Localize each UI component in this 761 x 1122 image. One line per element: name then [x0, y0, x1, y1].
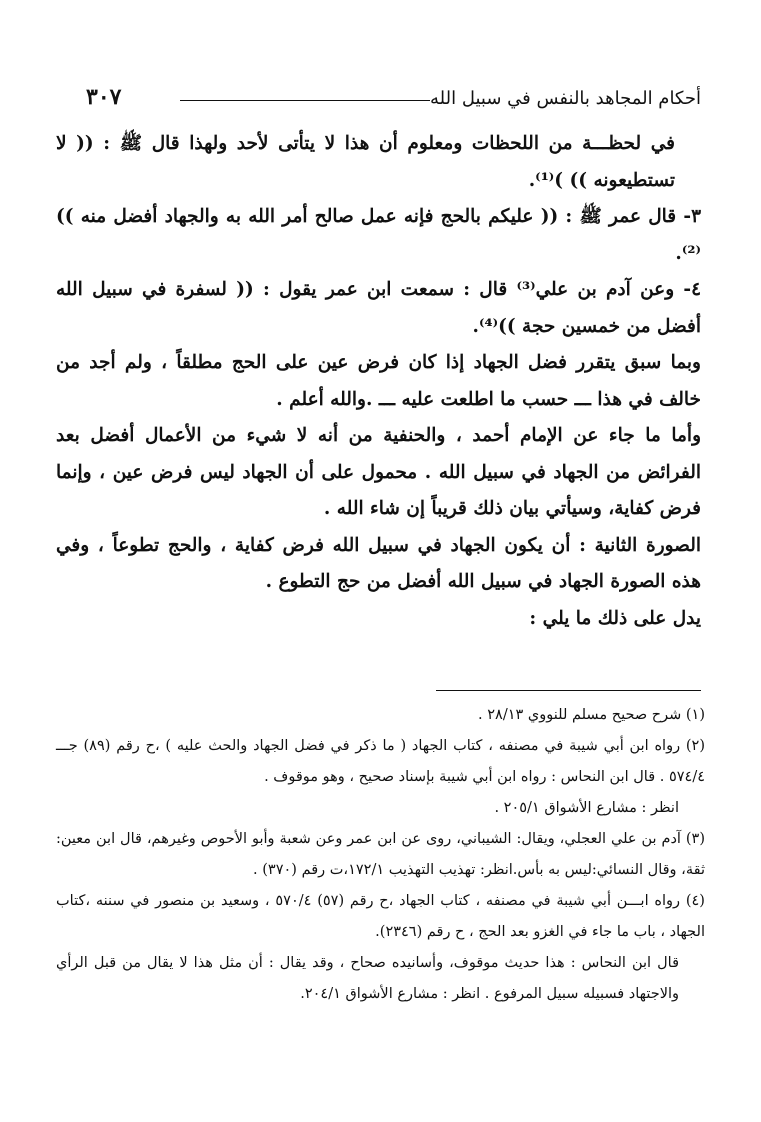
footnotes [56, 700, 705, 1010]
footnote: (٢) رواه ابن أبي شيبة في مصنفه ، كتاب الجهاد ( ما ذكر في فضل الجهاد والحث عليه ) ،ح رقم (٨٩) جـــ ٥٧٤/٤ . قال ابن النحاس : رواه ابن أبي شيبة بإسناد صحيح ، وهو موقوف . [56, 738, 705, 785]
header-rule [180, 100, 430, 101]
numbered-item: ٤- وعن آدم بن علي⁽³⁾ قال : سمعت ابن عمر يقول : (( لسفرة في سبيل الله أفضل من خمسين حجة ))⁽⁴⁾. [56, 279, 702, 337]
page-number: ٣٠٧ [86, 84, 122, 110]
footnote-continuation: قال ابن النحاس : هذا حديث موقوف، وأسانيده صحاح ، وقد يقال : أن مثل هذا لا يقال من قبل الرأي والاجتهاد فسبيله سبيل المرفوع . انظر : مشارع الأشواق ٢٠٤/١. [56, 955, 679, 1002]
main-text [56, 126, 701, 637]
footnote-separator [436, 690, 701, 691]
paragraph: وأما ما جاء عن الإمام أحمد ، والحنفية من أنه لا شيء من الأعمال أفضل بعد الفرائض من الجهاد في سبيل الله . محمول على أن الجهاد ليس فرض عين ، وإنما فرض كفاية، وسيأتي بيان ذلك قريباً إن شاء الله . [56, 425, 701, 519]
paragraph: يدل على ذلك ما يلي : [529, 607, 701, 629]
page-header [86, 84, 701, 118]
paragraph: وبما سبق يتقرر فضل الجهاد إذا كان فرض عين على الحج مطلقاً ، ولم أجد من خالف في هذا ـــ حسب ما اطلعت عليه ـــ .والله أعلم . [56, 352, 701, 410]
running-title: أحكام المجاهد بالنفس في سبيل الله [430, 88, 701, 109]
footnote: (٤) رواه ابـــن أبي شيبة في مصنفه ، كتاب الجهاد ،ح رقم (٥٧) ٥٧٠/٤ ، وسعيد بن منصور في سننه ،كتاب الجهاد ، باب ما جاء في الغزو بعد الحج ، ح رقم (٢٣٤٦). [56, 893, 705, 940]
numbered-item: ٣- قال عمر ﷺ : (( عليكم بالحج فإنه عمل صالح أمر الله به والجهاد أفضل منه ))⁽²⁾. [56, 206, 701, 264]
footnote: (١) شرح صحيح مسلم للنووي ٢٨/١٣ . [478, 707, 705, 723]
footnote-continuation: انظر : مشارع الأشواق ٢٠٥/١ . [494, 800, 679, 816]
footnote: (٣) آدم بن علي العجلي، ويقال: الشيباني، روى عن ابن عمر وعن شعبة وأبو الأحوص وغيرهم، قال ابن معين: ثقة، وقال النسائي:ليس به بأس.انظر: تهذيب التهذيب ١٧٢/١،ت رقم (٣٧٠) . [56, 831, 705, 878]
paragraph: الصورة الثانية : أن يكون الجهاد في سبيل الله فرض كفاية ، والحج تطوعاً ، وفي هذه الصورة الجهاد في سبيل الله أفضل من حج التطوع . [56, 534, 701, 592]
paragraph: في لحظـــة من اللحظات ومعلوم أن هذا لا يتأتى لأحد ولهذا قال ﷺ : (( لا تستطيعونه )) )⁽¹⁾. [56, 133, 675, 191]
